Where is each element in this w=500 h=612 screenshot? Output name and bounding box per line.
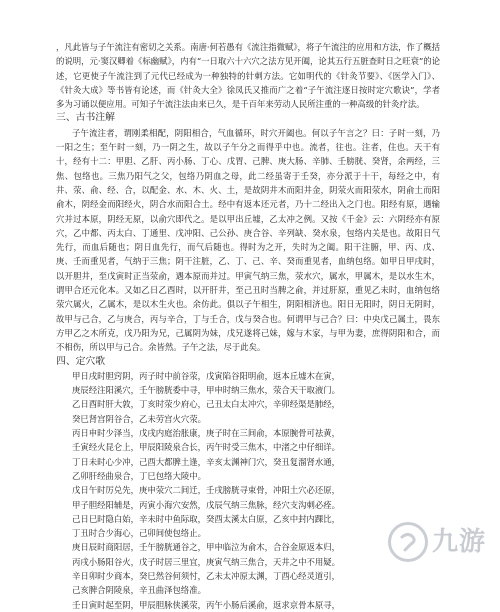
document-page bbox=[56, 40, 440, 612]
song-line: 甲子胆经阳辅是，丙寅小海穴安然，戊辰气纳三焦脉，经穴支沟刺必痊。 bbox=[72, 499, 340, 510]
song-line: 己亥脾合阴陵泉，辛丑曲泽包络准。 bbox=[72, 585, 206, 596]
song-line: 庚辰经注阳溪穴，壬午膀胱委中寻，甲申时纳三焦水，荥合天干取液门。 bbox=[72, 385, 340, 396]
intro-paragraph: ，凡此皆与子午流注有密切之关系。南唐·何若愚有《流注指微赋》，将子午流注的应用和方法，作了概括的说明，元·窦汉卿着《标幽赋》，内有“一日取六十六穴之法方见开阖，论其五行五脏查时日之旺衰”的论述，它更使子午流注到了元代已经成为一种独特的针刺方法。它如明代的《针灸节要》、《医学入门》、《针灸大成》等书皆有论述，而《针灸大全》徐凤氏又推而广之着“子午流注逐日按时定穴歌诀”，学者多为习诵以便应用。可知子午流注法由来已久，是千百年来劳动人民所注重的一种高级的针灸疗法。 bbox=[56, 42, 440, 110]
acupoint-song bbox=[56, 369, 440, 612]
intro-section bbox=[56, 40, 440, 111]
song-line: 壬寅经火昆仑上，甲辰阳陵泉合长，丙午时受三焦木，中渚之中仔细详。 bbox=[72, 442, 340, 453]
song-line-cut: 壬日寅时起至阴，甲辰胆脉侠溪荥，丙午小肠后溪俞，返求京骨本原寻， bbox=[72, 599, 340, 610]
nine-game-logo-icon bbox=[388, 522, 428, 562]
song-line: 辛日卯时少商本，癸巳然谷何须忖，乙未太冲原太渊，丁酉心经灵道引， bbox=[72, 570, 340, 581]
site-watermark bbox=[388, 522, 486, 562]
song-line: 丁日未时心少冲，己酉大都脾土逢，辛亥太渊神门穴，癸丑复溜肾水通， bbox=[72, 456, 340, 467]
song-line: 庚日辰时商阳居，壬午膀胱通谷之，甲申临泣为俞木，合谷金原返本归， bbox=[72, 542, 340, 553]
song-line: 甲日戌时胆窍阴，丙子时中前谷荥，戊寅陷谷阳明俞，返本丘墟木在寅， bbox=[72, 370, 340, 381]
song-line: 丁丑时合少海心，己卯间使包络止。 bbox=[72, 528, 206, 539]
section-heading-acupoint-song: 四、定穴歌 bbox=[56, 355, 106, 367]
section-heading-ancient-notes: 三、古书注解 bbox=[56, 112, 115, 124]
song-line: 戊日午时厉兑先，庚申荥穴二间迁，壬戌膀胱寻束骨，冲阳土穴必还原， bbox=[72, 485, 340, 496]
section-ancient-notes-text: 子午流注者，谓刚柔相配，阴阳相合，气血循环，时穴开阖也。何以子午言之？曰：子时一刻，乃一阳之生；至午时一刻，乃一阴之生，故以子午分之而得乎中也。流者，往也。注者，住也。天干有十，经有十二：甲胆、乙肝、丙小肠、丁心、戊胃、己脾、庚大肠、辛肺、壬膀胱、癸肾，余两经，三焦、包络也。三焦乃阳气之父，包络乃阴血之母，此二经虽寄于壬癸，亦分派于十干，每经之中，有井、荥、俞、经、合，以配金、水、木、火、土，是故阴井木而阳井金，阴荥火而阳荥水，阴俞土而阳俞木，阴经金而阳经火，阴合水而阳合土。经中有返本还元者，乃十二经出入之门也。阳经有原，遇输穴并过本原，阴经无原，以俞穴即代之。是以甲出丘墟，乙太冲之例。又按《千金》云：六阴经亦有原穴，乙中都、丙太白、丁通里、戊冲阳、己公孙、庚合谷、辛列缺、癸水泉，包络内关是也。故阳日气先行，而血后随也；阴日血先行，而气后随也。得时为之开，失时为之阖。阳干注腑，甲、丙、戊、庚、壬而重见者，气纳于三焦；阴干注脏，乙、丁、己、辛、癸而重见者，血纳包络。如甲日甲戌时，以开胆井，至戊寅时正当荥俞，遇本原而并过。甲寅气纳三焦，荥水穴，属水，甲属木，是以水生木，谓甲合还元化本。又如乙日乙酉时，以开肝井，至己丑时当脾之俞，并过肝原，重见乙未时，血纳包络荥穴属火，乙属木，是以木生火也。余仿此。俱以子午相生，阴阳相济也。阳日无阳时，阴日无阴时，故甲与己合，乙与庚合，丙与辛合，丁与壬合，戊与癸合也。何谓甲与己合？曰：中央戊己属土，畏东方甲乙之木所克，戊乃阳为兄，己属阴为妹，戊兄遂将己妹，嫁与木家，与甲为妻，庶得阴阳和合，而不相伤，所以甲与己合。余皆然。子午之法，尽于此矣。 bbox=[56, 127, 440, 353]
watermark-text: 九游 bbox=[431, 526, 486, 557]
song-line: 丙戌小肠阳谷火，戊子时居三里宜，庚寅气纳三焦合，天井之中不用疑。 bbox=[72, 556, 340, 567]
song-line: 癸巳肾宫阴谷合，乙未劳宫火穴荥。 bbox=[72, 413, 206, 424]
song-line: 己日巳时隐白始，辛未时中鱼际取，癸酉太溪太白原，乙亥中封内踝比， bbox=[72, 513, 340, 524]
song-line: 丙日申时少泽当，戊戌内庭治胀康，庚子时在三间俞，本原腕骨可祛黄， bbox=[72, 428, 340, 439]
song-line: 乙卯肝经曲泉合，丁巳包络大陵中。 bbox=[72, 470, 206, 481]
song-line: 乙日酉时肝大敦，丁亥时荥少府心，己丑太白太冲穴，辛卯经渠是肺经， bbox=[72, 399, 340, 410]
